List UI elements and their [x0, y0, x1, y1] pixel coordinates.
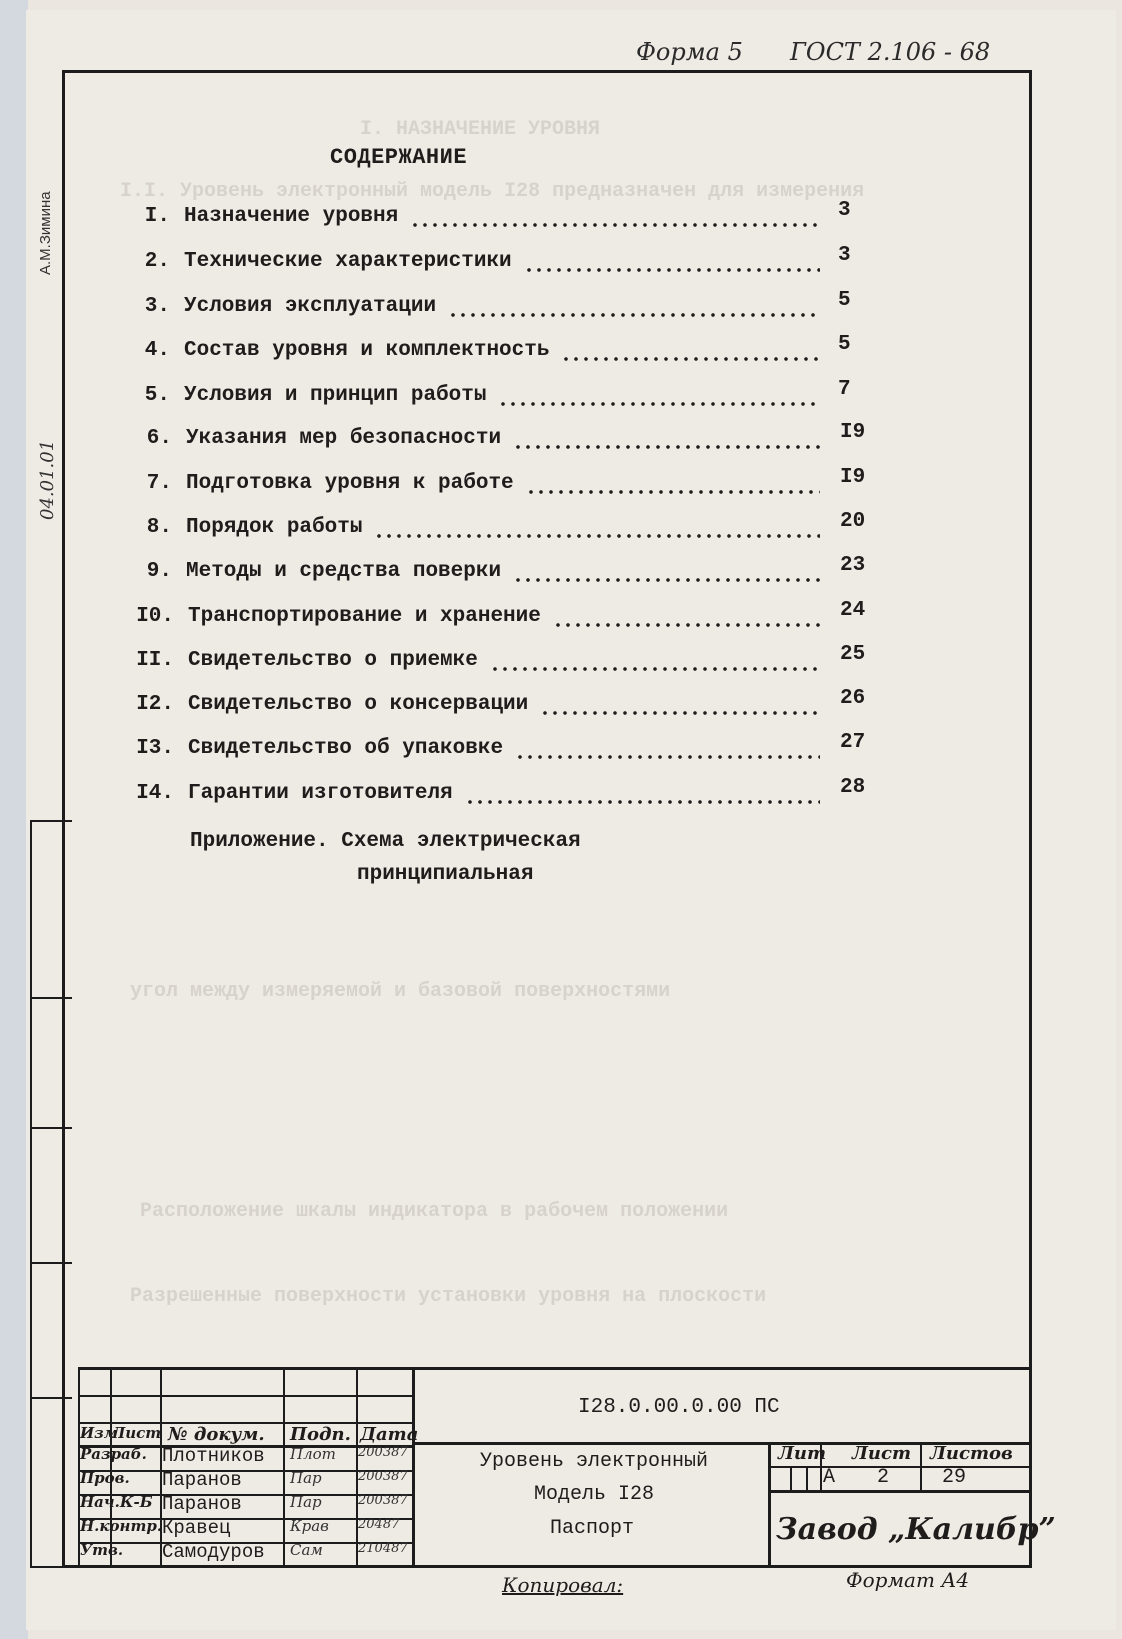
toc-item-page: 5 — [838, 289, 851, 312]
toc-item — [0, 731, 1122, 769]
toc-item-page: 23 — [840, 554, 866, 577]
toc-item-page: 20 — [840, 510, 866, 533]
toc-item-page: 24 — [840, 599, 866, 622]
person-name: Плотников — [162, 1445, 265, 1467]
toc-leader-dots — [553, 623, 820, 627]
toc-item-page: I9 — [840, 466, 866, 489]
toc-item — [0, 554, 1122, 592]
col-header-sign: Подп. — [290, 1424, 351, 1445]
toc-item-page: 5 — [838, 333, 851, 356]
organization-name: Завод „Калибр” — [776, 1512, 1056, 1547]
toc-leader-dots — [448, 313, 820, 317]
toc-item-number: 7. — [146, 472, 172, 495]
strip-cell — [32, 997, 72, 999]
col-header-doc-no: № докум. — [168, 1424, 265, 1445]
toc-item-number: I. — [144, 205, 170, 228]
toc-item-number: 5. — [144, 384, 170, 407]
form-label: Форма 5 — [636, 38, 743, 66]
toc-leader-dots — [540, 711, 820, 715]
toc-leader-dots — [410, 223, 820, 227]
toc-item-title: Условия и принцип работы — [184, 384, 487, 407]
role-label: Пров. — [80, 1469, 130, 1487]
sign-date: 200387 — [358, 1445, 408, 1460]
bleed-through-text: I.I. Уровень электронный модель I28 предназначен для измерения — [120, 180, 865, 203]
toc-appendix-line1: Приложение. Схема электрическая — [190, 830, 581, 853]
signature: Плот — [290, 1445, 336, 1463]
toc-item — [0, 289, 1122, 327]
sign-date: 200387 — [358, 1493, 408, 1508]
signature: Пар — [290, 1469, 322, 1487]
toc-leader-dots — [524, 268, 820, 272]
toc-item-page: 26 — [840, 687, 866, 710]
col-header-date: Дата — [360, 1424, 419, 1445]
bleed-through-text: Разрешенные поверхности установки уровня на плоскости — [130, 1285, 767, 1308]
toc-item-number: 6. — [146, 427, 172, 450]
toc-item-number: 2. — [144, 250, 170, 273]
doc-code: I28.0.00.0.00 ПС — [578, 1396, 780, 1419]
sheets-value: 29 — [942, 1466, 967, 1489]
person-name: Паранов — [162, 1493, 242, 1515]
toc-item-page: 3 — [838, 199, 851, 222]
gost-label: ГОСТ 2.106 - 68 — [790, 38, 991, 66]
format-label: Формат А4 — [846, 1568, 970, 1592]
toc-item — [0, 510, 1122, 548]
sign-date: 200387 — [358, 1469, 408, 1484]
product-line2: Модель I28 — [534, 1483, 655, 1506]
toc-item-number: I3. — [136, 737, 174, 760]
sign-date: 210487 — [358, 1541, 408, 1556]
toc-item — [0, 643, 1122, 681]
toc-item-title: Транспортирование и хранение — [188, 605, 541, 628]
toc-item-title: Свидетельство о приемке — [188, 649, 478, 672]
toc-leader-dots — [498, 402, 820, 406]
toc-item-title: Условия эксплуатации — [184, 295, 437, 318]
toc-item-number: 3. — [144, 295, 170, 318]
left-stamp-strip — [30, 820, 72, 1568]
person-name: Кравец — [162, 1517, 231, 1539]
sheet-header: Лист — [852, 1443, 912, 1464]
person-name: Паранов — [162, 1469, 242, 1491]
toc-item-number: I2. — [136, 693, 174, 716]
toc-item-title: Свидетельство о консервации — [188, 693, 529, 716]
toc-item-number: I0. — [136, 605, 174, 628]
toc-item-number: I4. — [136, 782, 174, 805]
toc-item-title: Подготовка уровня к работе — [186, 472, 514, 495]
toc-item — [0, 244, 1122, 282]
toc-title: СОДЕРЖАНИЕ — [330, 145, 468, 170]
toc-item-page: 25 — [840, 643, 866, 666]
sheets-header: Листов — [930, 1443, 1013, 1464]
toc-leader-dots — [526, 490, 820, 494]
signature: Сам — [290, 1541, 323, 1559]
toc-item-title: Методы и средства поверки — [186, 560, 502, 583]
margin-signature: 04.01.01 — [37, 439, 58, 520]
toc-item — [0, 466, 1122, 504]
toc-leader-dots — [515, 755, 820, 759]
role-label: Нач.К-Б — [80, 1493, 153, 1511]
bleed-through-text: I. НАЗНАЧЕНИЕ УРОВНЯ — [360, 118, 601, 141]
sign-date: 20487 — [358, 1517, 400, 1532]
toc-leader-dots — [561, 357, 820, 361]
role-label: Утв. — [80, 1541, 124, 1559]
col-header-sheet: Лист — [112, 1424, 162, 1442]
signature: Крав — [290, 1517, 329, 1535]
product-line1: Уровень электронный — [480, 1450, 709, 1473]
copied-label: Копировал: — [502, 1573, 624, 1597]
toc-item-page: 7 — [838, 378, 851, 401]
toc-item-title: Свидетельство об упаковке — [188, 737, 504, 760]
toc-item — [0, 378, 1122, 416]
toc-item-number: 8. — [146, 516, 172, 539]
toc-leader-dots — [374, 534, 820, 538]
toc-leader-dots — [490, 667, 820, 671]
toc-item — [0, 333, 1122, 371]
toc-leader-dots — [513, 578, 820, 582]
toc-item — [0, 599, 1122, 637]
toc-item — [0, 687, 1122, 725]
toc-item-number: II. — [136, 649, 174, 672]
toc-item-title: Состав уровня и комплектность — [184, 339, 550, 362]
lit-value: А — [823, 1466, 836, 1489]
toc-item — [0, 776, 1122, 814]
toc-leader-dots — [465, 800, 820, 804]
strip-cell — [32, 1397, 72, 1399]
toc-item — [0, 421, 1122, 459]
margin-name: А.М.Зимина — [37, 191, 54, 275]
toc-item-title: Порядок работы — [186, 516, 363, 539]
toc-item — [0, 199, 1122, 237]
toc-item-page: 3 — [838, 244, 851, 267]
toc-item-title: Технические характеристики — [184, 250, 512, 273]
sheet-value: 2 — [877, 1466, 890, 1489]
role-label: Разраб. — [80, 1445, 147, 1463]
toc-item-number: 4. — [144, 339, 170, 362]
col-header-change: Изм — [80, 1424, 119, 1442]
toc-item-title: Указания мер безопасности — [186, 427, 502, 450]
toc-appendix-line2: принципиальная — [357, 863, 534, 886]
signature: Пар — [290, 1493, 322, 1511]
toc-item-page: 27 — [840, 731, 866, 754]
person-name: Самодуров — [162, 1541, 265, 1563]
toc-item-page: I9 — [840, 421, 866, 444]
role-label: Н.контр. — [80, 1517, 163, 1535]
product-line3: Паспорт — [550, 1517, 635, 1540]
strip-cell — [32, 1262, 72, 1264]
toc-item-title: Назначение уровня — [184, 205, 399, 228]
toc-leader-dots — [513, 445, 820, 449]
lit-header: Лит — [778, 1443, 827, 1464]
page-edge-shadow — [0, 0, 28, 1639]
toc-item-page: 28 — [840, 776, 866, 799]
bleed-through-text: угол между измеряемой и базовой поверхностями — [130, 980, 671, 1003]
bleed-through-text: Расположение шкалы индикатора в рабочем положении — [140, 1200, 729, 1223]
toc-item-number: 9. — [146, 560, 172, 583]
toc-item-title: Гарантии изготовителя — [188, 782, 453, 805]
strip-cell — [32, 1127, 72, 1129]
